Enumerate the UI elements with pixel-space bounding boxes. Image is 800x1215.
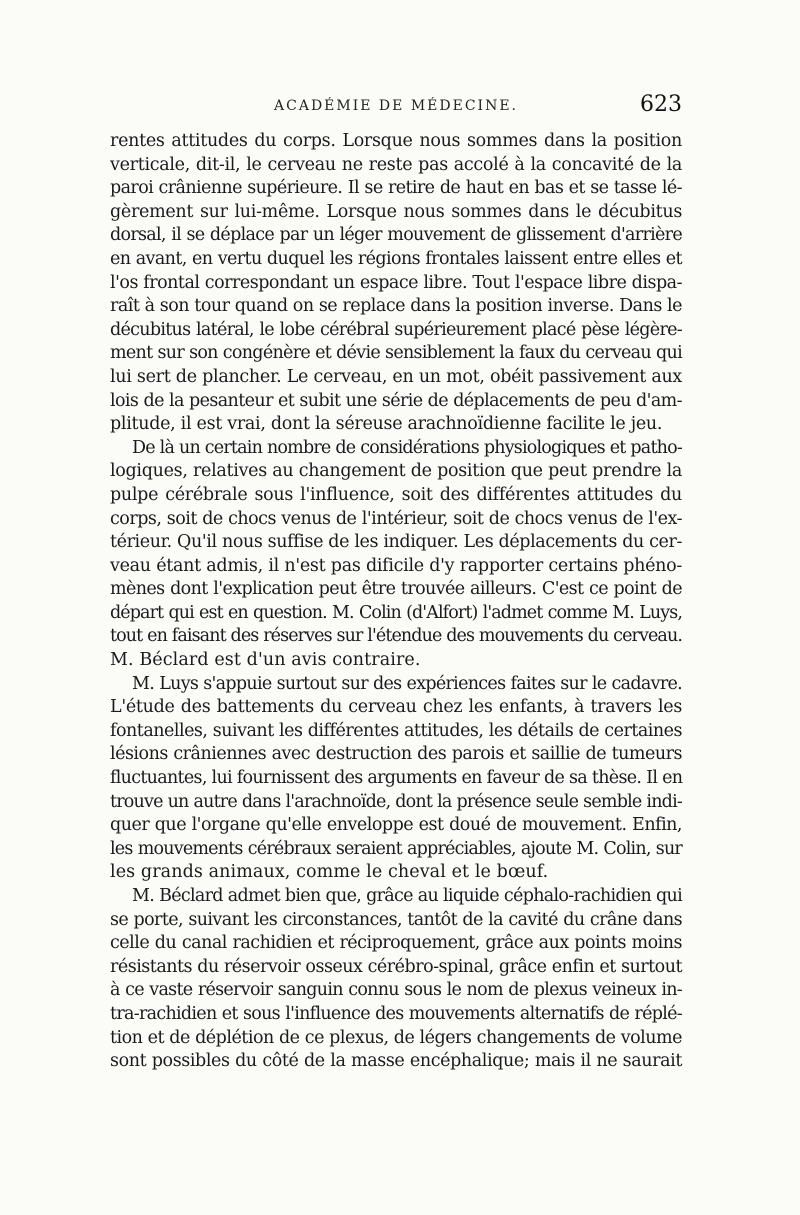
text-line: tra-rachidien et sous l'influence des mouvements alternatifs de réplé- [110, 1003, 682, 1024]
paragraph-first-line: M. Béclard admet bien que, grâce au liquide céphalo-rachidien qui [132, 886, 682, 906]
text-line: tout en faisant des réserves sur l'étendue des mouvements du cerveau. [110, 626, 682, 647]
text-line: ment sur son congénère et dévie sensiblement la faux du cerveau qui [110, 343, 682, 364]
text-line: mènes dont l'explication peut être trouvée ailleurs. C'est ce point de [110, 579, 682, 600]
text-line: les mouvements cérébraux seraient appréciables, ajoute M. Colin, sur [110, 838, 682, 859]
text-line: paroi crânienne supérieure. Il se retire de haut en bas et se tasse lé- [110, 178, 682, 199]
text-line: gèrement sur lui-même. Lorsque nous sommes dans le décubitus [110, 201, 682, 222]
paragraph-first-line: De là un certain nombre de considérations physiologiques et patho- [132, 437, 682, 458]
text-line: dorsal, il se déplace par un léger mouvement de glissement d'arrière [110, 225, 682, 246]
text-line: résistants du réservoir osseux cérébro-spinal, grâce enfin et surtout [110, 956, 682, 977]
text-line: logiques, relatives au changement de position que peut prendre la [110, 461, 682, 482]
text-line: verticale, dit-il, le cerveau ne reste pas accolé à la concavité de la [110, 154, 682, 175]
text-line: celle du canal rachidien et réciproquement, grâce aux points moins [110, 933, 682, 954]
text-line: veau étant admis, il n'est pas dificile d'y rapporter certains phéno- [110, 555, 682, 576]
text-line: sont possibles du côté de la masse encéphalique; mais il ne saurait [110, 1051, 682, 1072]
text-line: L'étude des battements du cerveau chez les enfants, à travers les [110, 697, 682, 718]
paragraph-last-line: plitude, il est vrai, dont la séreuse arachnoïdienne facilite le jeu. [110, 414, 663, 435]
text-line: fluctuantes, lui fournissent des arguments en faveur de sa thèse. Il en [110, 768, 683, 789]
running-title: ACADÉMIE DE MÉDECINE. [274, 98, 518, 114]
text-line: lui sert de plancher. Le cerveau, en un mot, obéit passivement aux [110, 366, 682, 387]
text-line: lésions crâniennes avec destruction des parois et saillie de tumeurs [110, 744, 682, 765]
text-line: en avant, en vertu duquel les régions frontales laissent entre elles et [110, 248, 682, 269]
text-line: à ce vaste réservoir sanguin connu sous le nom de plexus veineux in- [110, 980, 682, 1001]
text-line: corps, soit de chocs venus de l'intérieur, soit de chocs venus de l'ex- [110, 508, 682, 529]
page-number: 623 [640, 92, 682, 117]
text-line: raît à son tour quand on se replace dans la position inverse. Dans le [110, 296, 682, 317]
text-line: térieur. Qu'il nous suffise de les indiquer. Les déplacements du cer- [110, 532, 682, 553]
text-line: l'os frontal correspondant un espace libre. Tout l'espace libre dispa- [110, 272, 682, 293]
running-header [110, 92, 682, 122]
text-line: pulpe cérébrale sous l'influence, soit des différentes attitudes du [110, 484, 682, 505]
text-line: quer que l'organe qu'elle enveloppe est doué de mouvement. Enfin, [110, 815, 682, 836]
text-line: décubitus latéral, le lobe cérébral supérieurement placé pèse légère- [110, 319, 682, 340]
text-line: fontanelles, suivant les différentes attitudes, les détails de certaines [110, 720, 682, 741]
text-line: se porte, suivant les circonstances, tantôt de la cavité du crâne dans [110, 909, 682, 930]
paragraph-last-line: les grands animaux, comme le cheval et le bœuf. [110, 862, 549, 883]
paragraph-first-line: M. Luys s'appuie surtout sur des expériences faites sur le cadavre. [132, 673, 682, 694]
text-line: tion et de déplétion de ce plexus, de légers changements de volume [110, 1027, 682, 1048]
text-line: trouve un autre dans l'arachnoïde, dont la présence seule semble indi- [110, 791, 682, 812]
text-line: lois de la pesanteur et subit une série de déplacements de peu d'am- [110, 390, 682, 411]
text-line: rentes attitudes du corps. Lorsque nous sommes dans la position [110, 131, 682, 151]
text-line: départ qui est en question. M. Colin (d'Alfort) l'admet comme M. Luys, [110, 602, 682, 623]
body-text [110, 130, 682, 1074]
paragraph-last-line: M. Béclard est d'un avis contraire. [110, 650, 421, 671]
